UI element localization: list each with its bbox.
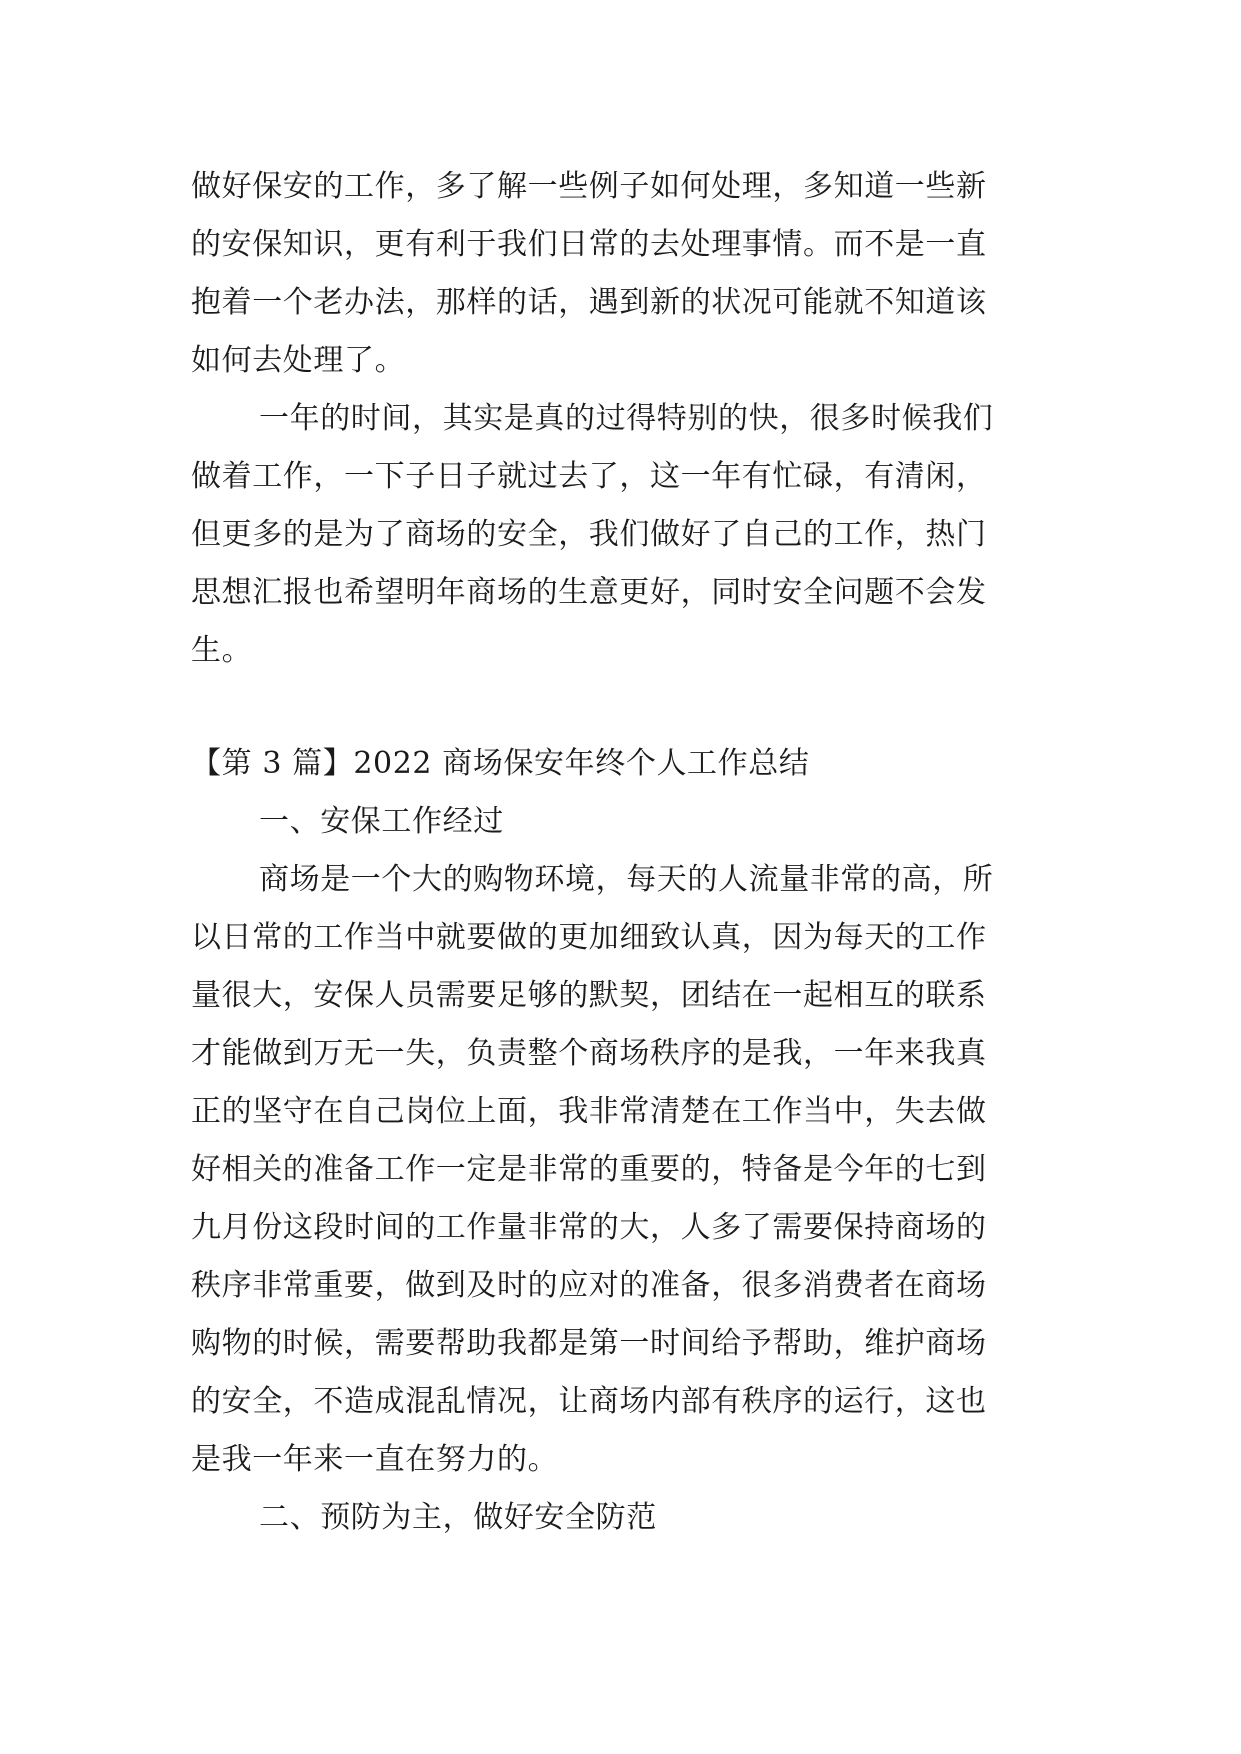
text-line: 思想汇报也希望明年商场的生意更好，同时安全问题不会发 <box>191 575 987 610</box>
section-title: 【第 3 篇】2022 商场保安年终个人工作总结 <box>191 746 810 781</box>
text-line: 正的坚守在自己岗位上面，我非常清楚在工作当中，失去做 <box>191 1094 987 1129</box>
text-line: 做着工作，一下子日子就过去了，这一年有忙碌，有清闲， <box>191 459 987 494</box>
text-line: 一年的时间，其实是真的过得特别的快，很多时候我们 <box>259 401 994 436</box>
text-line: 如何去处理了。 <box>191 343 406 378</box>
section-heading-2: 二、预防为主，做好安全防范 <box>259 1500 657 1535</box>
paragraph-security-work <box>191 851 1056 1489</box>
text-line: 好相关的准备工作一定是非常的重要的，特备是今年的七到 <box>191 1152 987 1187</box>
document-page <box>191 158 1056 1547</box>
text-line: 的安保知识，更有利于我们日常的去处理事情。而不是一直 <box>191 227 987 262</box>
text-line: 量很大，安保人员需要足够的默契，团结在一起相互的联系 <box>191 978 987 1013</box>
text-line: 秩序非常重要，做到及时的应对的准备，很多消费者在商场 <box>191 1268 987 1303</box>
text-line: 是我一年来一直在努力的。 <box>191 1442 559 1477</box>
text-line: 购物的时候，需要帮助我都是第一时间给予帮助，维护商场 <box>191 1326 987 1361</box>
text-line: 但更多的是为了商场的安全，我们做好了自己的工作，热门 <box>191 517 987 552</box>
section-3 <box>191 735 1056 1547</box>
text-line: 九月份这段时间的工作量非常的大，人多了需要保持商场的 <box>191 1210 987 1245</box>
text-line: 以日常的工作当中就要做的更加细致认真，因为每天的工作 <box>191 920 987 955</box>
text-line: 才能做到万无一失，负责整个商场秩序的是我，一年来我真 <box>191 1036 987 1071</box>
section-spacer <box>191 680 1056 735</box>
text-line: 的安全，不造成混乱情况，让商场内部有秩序的运行，这也 <box>191 1384 987 1419</box>
paragraph-prevention-knowledge <box>191 158 1056 390</box>
text-line: 商场是一个大的购物环境，每天的人流量非常的高，所 <box>259 862 994 897</box>
text-line: 生。 <box>191 633 253 668</box>
text-line: 抱着一个老办法，那样的话，遇到新的状况可能就不知道该 <box>191 285 987 320</box>
section-heading-1: 一、安保工作经过 <box>259 804 504 839</box>
paragraph-year-reflection <box>191 390 1056 680</box>
text-line: 做好保安的工作，多了解一些例子如何处理，多知道一些新 <box>191 169 987 204</box>
